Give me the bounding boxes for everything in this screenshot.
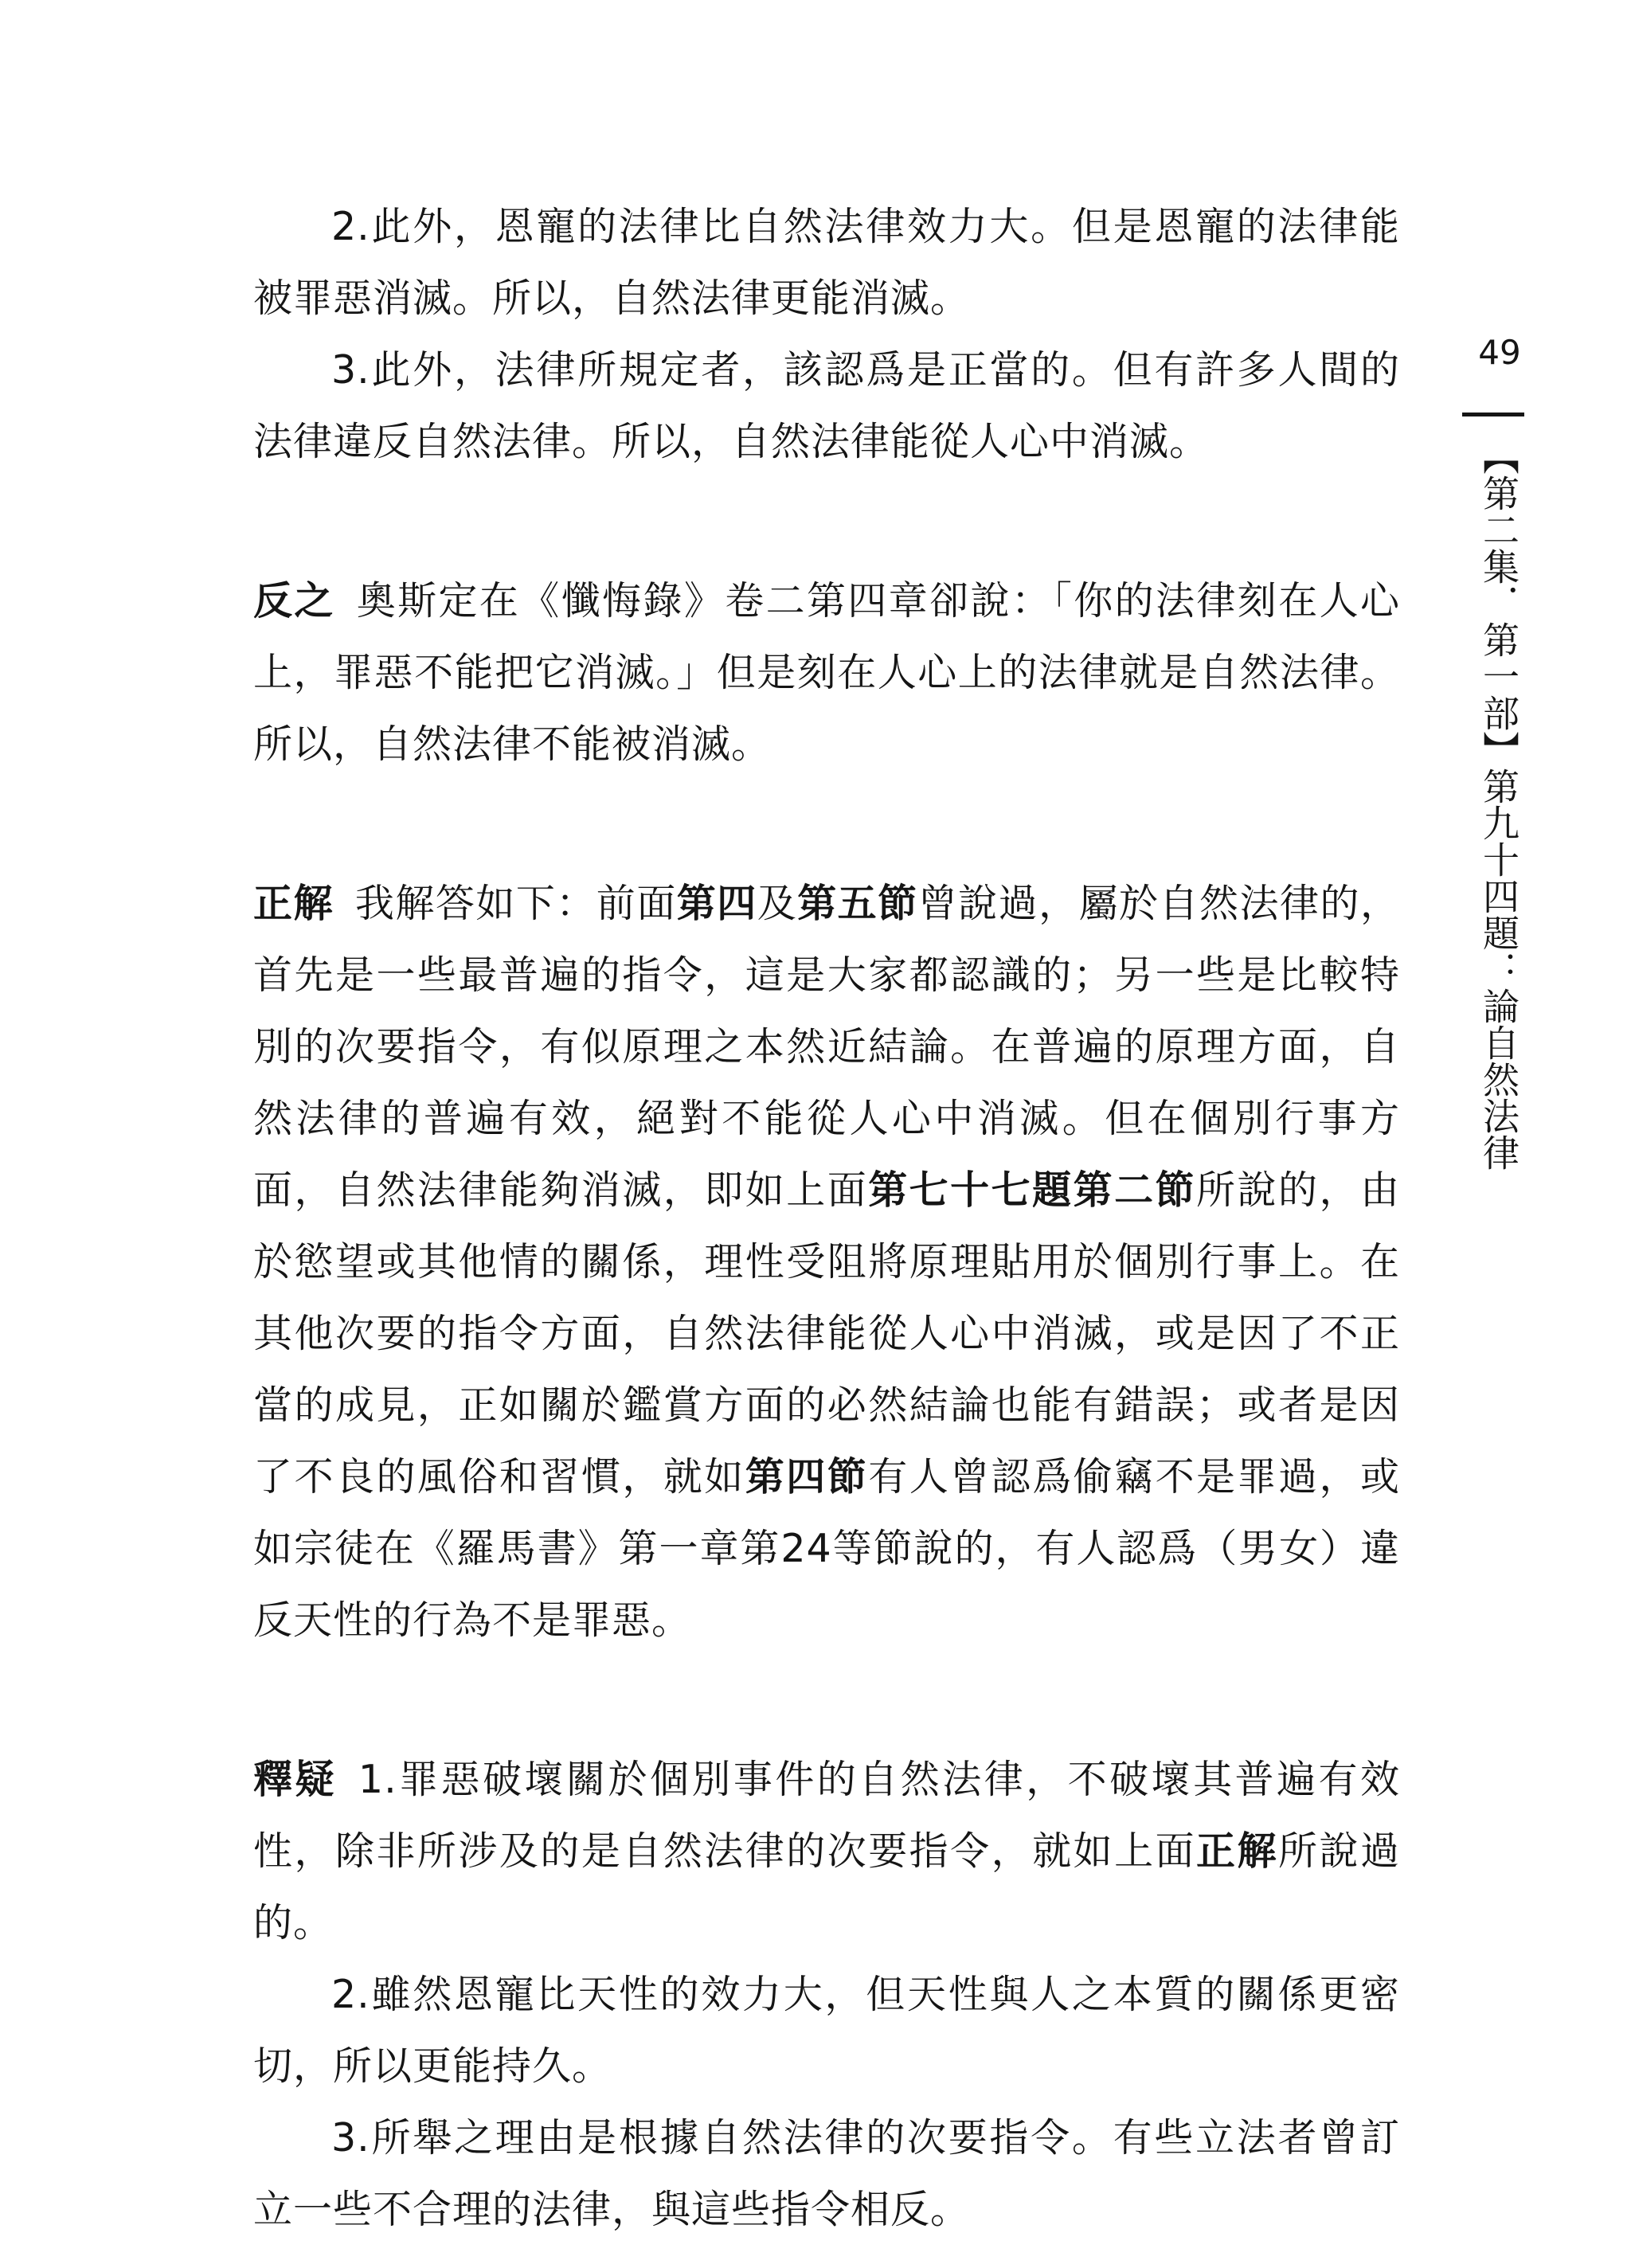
reply-2-paragraph: 2.雖然恩寵比天性的效力大，但天性與人之本質的關係更密切，所以更能持久。	[253, 1972, 1400, 2089]
sed-contra-paragraph	[253, 565, 1400, 780]
sed-contra-text: 奧斯定在《懺悔錄》卷二第四章卻說：「你的法律刻在人心上，罪惡不能把它消滅。」但是刻在人心上的法律就是自然法律。所以，自然法律不能被消滅。	[253, 578, 1400, 767]
running-head: 【第二集．第一部】第九十四題：論自然法律	[1477, 438, 1520, 1171]
answer-reference: 第四	[676, 881, 757, 926]
answer-reference: 第四節	[745, 1454, 869, 1500]
answer-text: 曾說過，屬於自然法律的，首先是一些最普遍的指令，這是大家都認識的；另一些是比較特別的次要指令，有似原理之本然近結論。在普遍的原理方面，自然法律的普遍有效，絕對不能從人心中消滅。但在個別行事方面，自然法律能夠消滅，即如上面	[253, 881, 1400, 1213]
answer-text: 有人曾認爲偷竊不是罪過，或如宗徒在《羅馬書》第一章第24等節說的，有人認爲（男女）違反天性的行為不是罪惡。	[253, 1454, 1400, 1643]
reply-1-reference: 正解	[1196, 1828, 1279, 1874]
answer-text: 所說的，由於慾望或其他情的關係，理性受阻將原理貼用於個別行事上。在其他次要的指令方面，自然法律能從人心中消滅，或是因了不正當的成見，正如關於鑑賞方面的必然結論也能有錯誤；或者是因了不良的風俗和習慣，就如	[253, 1167, 1400, 1500]
header-rule	[1462, 413, 1524, 416]
objection-2: 2.此外，恩寵的法律比自然法律效力大。但是恩寵的法律能被罪惡消滅。所以，自然法律更能消滅。	[253, 204, 1400, 321]
page-number: 49	[1478, 333, 1521, 372]
sed-contra-label: 反之	[253, 578, 335, 624]
reply-1-paragraph	[253, 1744, 1400, 1959]
replies-label: 釋疑	[253, 1757, 337, 1802]
answer-text: 及	[757, 881, 798, 926]
reply-1-text: 所說過的。	[253, 1828, 1400, 1945]
main-text	[253, 191, 1400, 2246]
answer-reference: 第七十七題第二節	[868, 1167, 1197, 1213]
objection-3: 3.此外，法律所規定者，該認爲是正當的。但有許多人間的法律違反自然法律。所以，自然法律能從人心中消滅。	[253, 347, 1400, 464]
reply-3-paragraph: 3.所舉之理由是根據自然法律的次要指令。有些立法者曾訂立一些不合理的法律，與這些指令相反。	[253, 2115, 1400, 2232]
reply-1-text: 1.罪惡破壞關於個別事件的自然法律，不破壞其普遍有效性，除非所涉及的是自然法律的次要指令，就如上面	[253, 1757, 1400, 1874]
answer-paragraph	[253, 868, 1400, 1656]
answer-label: 正解	[253, 881, 334, 926]
answer-text: 我解答如下：前面	[354, 881, 677, 926]
answer-reference: 第五節	[797, 881, 918, 926]
